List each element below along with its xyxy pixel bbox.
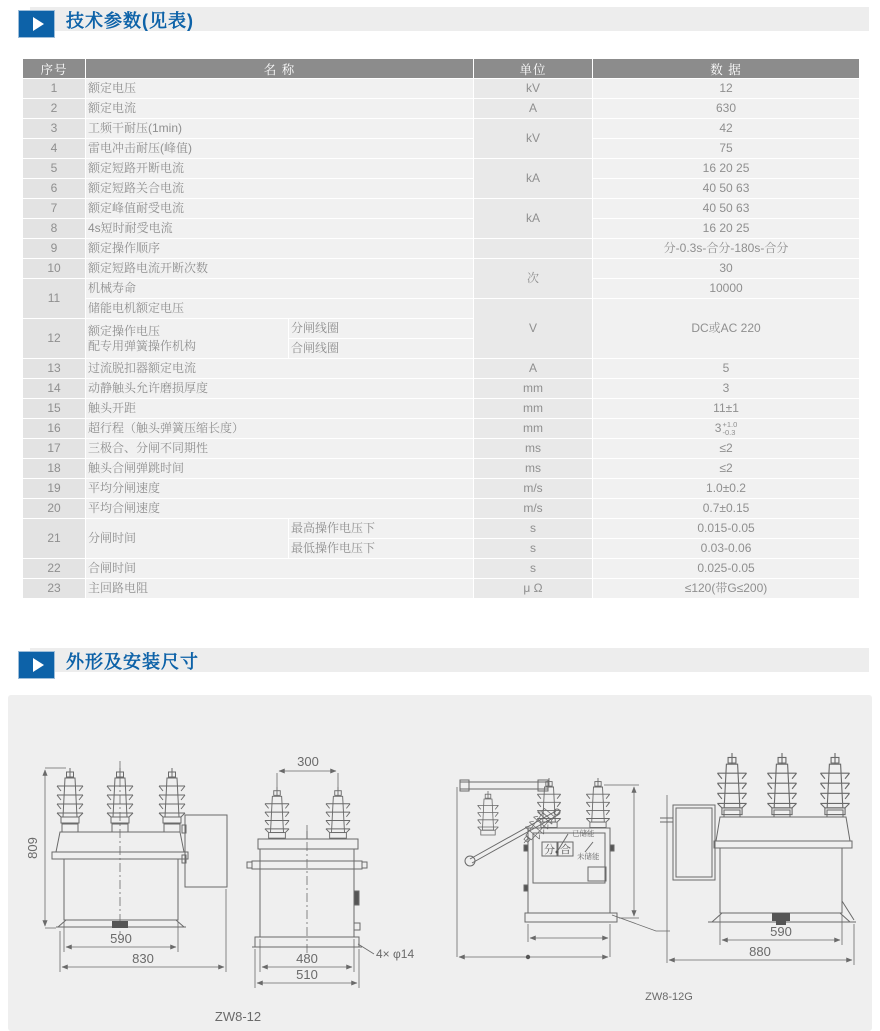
dim-label-590g: 590	[770, 924, 792, 939]
table-row	[23, 159, 859, 178]
cell-data: 0.025-0.05	[593, 559, 859, 578]
cell-name: 雷电冲击耐压(峰值)	[86, 139, 473, 158]
cell-num: 9	[23, 239, 85, 258]
cell-data: 16 20 25	[593, 219, 859, 238]
zw8-12g-side-view	[457, 778, 693, 1003]
cell-unit: s	[474, 519, 592, 538]
open-indicator-label: 分	[544, 844, 555, 856]
header-unit: 单位	[474, 59, 592, 78]
table-row	[23, 139, 859, 158]
cell-num: 14	[23, 379, 85, 398]
table-row	[23, 559, 859, 578]
header-index: 序号	[23, 59, 85, 78]
cell-num: 17	[23, 439, 85, 458]
cell-num: 18	[23, 459, 85, 478]
table-row	[23, 499, 859, 518]
cell-unit: ms	[474, 439, 592, 458]
uncharged-label: 未储能	[577, 852, 600, 861]
dim-label-880: 880	[749, 944, 771, 959]
cell-name2: 分闸线圈	[289, 319, 473, 338]
cell-name: 额定电流	[86, 99, 473, 118]
play-triangle-icon	[33, 17, 44, 31]
cell-data: 42	[593, 119, 859, 138]
cell-unit: kA	[474, 159, 592, 198]
cell-num: 5	[23, 159, 85, 178]
cell-num: 20	[23, 499, 85, 518]
header-data: 数 据	[593, 59, 859, 78]
header-name: 名 称	[86, 59, 473, 78]
cell-name: 过流脱扣器额定电流	[86, 359, 473, 378]
cell-name: 储能电机额定电压	[86, 299, 473, 318]
cell-num: 2	[23, 99, 85, 118]
cell-name: 4s短时耐受电流	[86, 219, 473, 238]
cell-unit: mm	[474, 379, 592, 398]
table-row	[23, 119, 859, 138]
table-row	[23, 219, 859, 238]
cell-unit: mm	[474, 419, 592, 438]
cell-num: 23	[23, 579, 85, 598]
cell-num: 22	[23, 559, 85, 578]
cell-name: 主回路电阻	[86, 579, 473, 598]
cell-name: 额定操作电压 配专用弹簧操作机构	[86, 319, 288, 358]
dim-label-809: 809	[25, 837, 40, 859]
zw8-12g-front-view	[660, 753, 856, 965]
dim-label-480: 480	[296, 951, 318, 966]
cell-name2: 最低操作电压下	[289, 539, 473, 558]
cell-data: 12	[593, 79, 859, 98]
spec-table	[22, 58, 860, 599]
table-row	[23, 179, 859, 198]
section-arrow-icon	[18, 651, 55, 679]
cell-data: 3	[593, 379, 859, 398]
dim-label-590: 590	[110, 931, 132, 946]
cell-num: 6	[23, 179, 85, 198]
cell-name2: 合闸线圈	[289, 339, 473, 358]
model-label-zw8-12g: ZW8-12G	[645, 991, 693, 1003]
cell-num: 1	[23, 79, 85, 98]
cell-num: 21	[23, 519, 85, 558]
cell-unit: V	[474, 299, 592, 358]
cell-num: 3	[23, 119, 85, 138]
cell-unit	[474, 239, 592, 258]
cell-name: 动静触头允许磨损厚度	[86, 379, 473, 398]
table-row	[23, 459, 859, 478]
zw8-12-front-view	[25, 761, 261, 1024]
section-header-specs	[0, 7, 880, 41]
cell-num: 11	[23, 279, 85, 318]
cell-name: 额定操作顺序	[86, 239, 473, 258]
cell-data: 5	[593, 359, 859, 378]
model-label-zw8-12: ZW8-12	[214, 1009, 262, 1024]
cell-data: DC或AC 220	[593, 299, 859, 358]
cell-data: 0.7±0.15	[593, 499, 859, 518]
cell-data: 630	[593, 99, 859, 118]
cell-name: 额定短路关合电流	[86, 179, 473, 198]
cell-num: 8	[23, 219, 85, 238]
cell-data: 40 50 63	[593, 179, 859, 198]
cell-name2: 最高操作电压下	[289, 519, 473, 538]
cell-data: 0.015-0.05	[593, 519, 859, 538]
table-row	[23, 299, 859, 318]
cell-unit: A	[474, 359, 592, 378]
charged-label: 已储能	[572, 829, 595, 838]
cell-data: 75	[593, 139, 859, 158]
dim-label-510: 510	[296, 967, 318, 982]
cell-name: 合闸时间	[86, 559, 473, 578]
cell-num: 13	[23, 359, 85, 378]
section-arrow-icon	[18, 10, 55, 38]
cell-name: 平均分闸速度	[86, 479, 473, 498]
cell-data: 40 50 63	[593, 199, 859, 218]
cell-name: 额定电压	[86, 79, 473, 98]
cell-data: 10000	[593, 279, 859, 298]
cell-unit: s	[474, 539, 592, 558]
cell-name: 平均合闸速度	[86, 499, 473, 518]
cell-data: ≤120(带G≤200)	[593, 579, 859, 598]
cell-name: 工频干耐压(1min)	[86, 119, 473, 138]
cell-num: 12	[23, 319, 85, 358]
dim-label-300: 300	[297, 754, 319, 769]
play-triangle-icon	[33, 658, 44, 672]
cell-unit: kV	[474, 119, 592, 158]
table-row	[23, 79, 859, 98]
table-header-row	[23, 59, 859, 78]
cell-data: 30	[593, 259, 859, 278]
dim-label-830: 830	[132, 951, 154, 966]
cell-data: 0.03-0.06	[593, 539, 859, 558]
table-row	[23, 259, 859, 278]
table-row	[23, 239, 859, 258]
table-row	[23, 419, 859, 438]
cell-name: 超行程（触头弹簧压缩长度）	[86, 419, 473, 438]
table-row	[23, 199, 859, 218]
cell-num: 10	[23, 259, 85, 278]
cell-name: 额定短路电流开断次数	[86, 259, 473, 278]
cell-unit: kV	[474, 79, 592, 98]
section-title: 外形及安装尺寸	[66, 652, 199, 672]
cell-name: 三极合、分闸不同期性	[86, 439, 473, 458]
cell-num: 15	[23, 399, 85, 418]
table-row	[23, 479, 859, 498]
cell-num: 16	[23, 419, 85, 438]
cell-unit: m/s	[474, 499, 592, 518]
cell-name: 触头开距	[86, 399, 473, 418]
cell-name: 触头合闸弹跳时间	[86, 459, 473, 478]
section-header-dimensions	[0, 648, 880, 682]
cell-data: ≤2	[593, 439, 859, 458]
table-row	[23, 519, 859, 538]
cell-data: 1.0±0.2	[593, 479, 859, 498]
zw8-12-side-view	[247, 754, 414, 988]
table-row	[23, 379, 859, 398]
cell-unit: mm	[474, 399, 592, 418]
cell-name: 额定短路开断电流	[86, 159, 473, 178]
mounting-holes-note: 4× φ14	[376, 947, 415, 961]
table-row	[23, 279, 859, 298]
cell-name: 机械寿命	[86, 279, 473, 298]
cell-num: 4	[23, 139, 85, 158]
cell-unit: ms	[474, 459, 592, 478]
cell-name: 额定峰值耐受电流	[86, 199, 473, 218]
cell-unit: A	[474, 99, 592, 118]
table-row	[23, 359, 859, 378]
cell-data: 分-0.3s-合分-180s-合分	[593, 239, 859, 258]
dimension-drawings-panel	[8, 695, 872, 1031]
cell-unit: m/s	[474, 479, 592, 498]
cell-data: ≤2	[593, 459, 859, 478]
cell-num: 19	[23, 479, 85, 498]
cell-unit: s	[474, 559, 592, 578]
table-row	[23, 99, 859, 118]
cell-num: 7	[23, 199, 85, 218]
cell-name: 分闸时间	[86, 519, 288, 558]
cell-data: 16 20 25	[593, 159, 859, 178]
cell-data: 3 +1.0 -0.3	[593, 419, 859, 438]
section-title: 技术参数(见表)	[66, 11, 194, 31]
close-indicator-label: 合	[560, 844, 571, 856]
cell-data: 11±1	[593, 399, 859, 418]
dimension-drawings	[8, 695, 872, 1031]
cell-unit: μ Ω	[474, 579, 592, 598]
table-row	[23, 439, 859, 458]
table-row	[23, 399, 859, 418]
cell-unit: kA	[474, 199, 592, 238]
cell-unit: 次	[474, 259, 592, 298]
table-row	[23, 579, 859, 598]
